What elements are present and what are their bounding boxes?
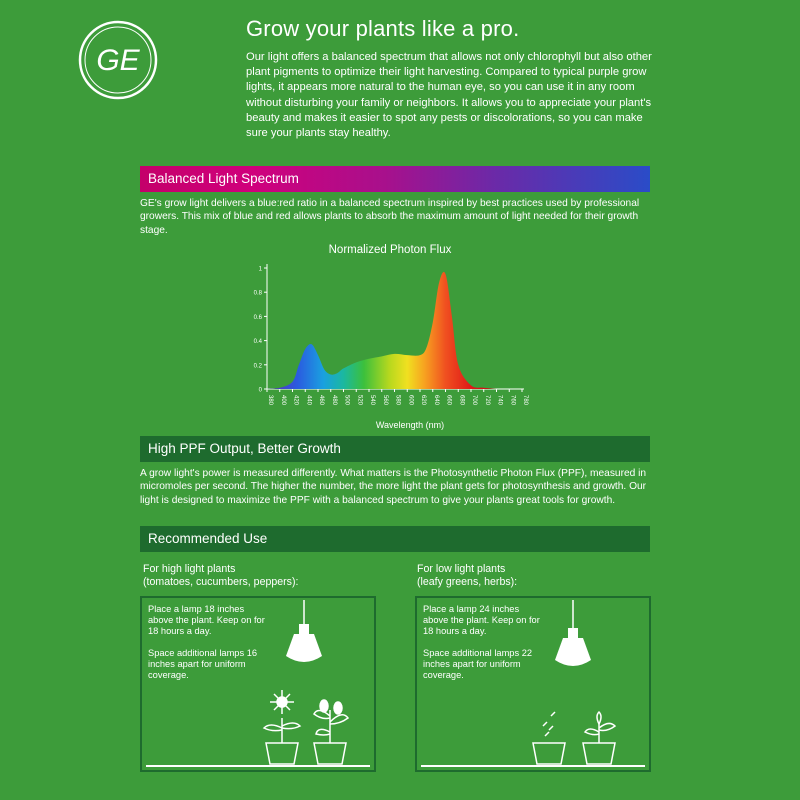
- x-tick-label: 440: [305, 395, 312, 406]
- low-light-title: [417, 563, 517, 588]
- x-tick-label: 620: [420, 395, 426, 406]
- x-tick-label: 720: [483, 395, 490, 406]
- spectrum-area: [267, 272, 522, 389]
- low-light-title-text: For low light plants: [417, 563, 506, 575]
- low-light-subtitle: (leafy greens, herbs):: [417, 575, 518, 588]
- x-tick-label: 460: [318, 395, 324, 406]
- pepper-plant-icon: [314, 700, 348, 764]
- spectrum-heading: Balanced Light Spectrum: [140, 166, 650, 192]
- logo-text: GE: [96, 44, 140, 77]
- seedling-icon: [533, 712, 565, 764]
- spectrum-paragraph: GE's grow light delivers a blue:red ratio in a balanced spectrum inspired by best practices used by professional growers. This mix of blue and red allows plants to absorb the maximum amount of light needed for their growth stage.: [140, 198, 640, 236]
- chart-title: Normalized Photon Flux: [328, 244, 452, 256]
- x-axis-label: Wavelength (nm): [375, 420, 445, 430]
- x-tick-label: 560: [381, 395, 388, 406]
- x-tick-label: 480: [330, 395, 337, 406]
- high-light-subtitle: (tomatoes, cucumbers, peppers):: [143, 575, 299, 588]
- lamp-icon: [555, 600, 591, 666]
- y-tick-label: 0.2: [253, 363, 262, 370]
- high-light-illustration: [142, 598, 374, 770]
- y-tick-label: 0.8: [253, 290, 262, 297]
- ppf-heading: High PPF Output, Better Growth: [140, 436, 650, 462]
- low-light-instruction: Place a lamp 24 inches above the plant. Keep on for 18 hours a day.: [423, 604, 540, 637]
- high-light-panel: [140, 596, 376, 772]
- x-tick-label: 600: [407, 395, 414, 406]
- x-tick-label: 540: [369, 395, 375, 406]
- high-light-title: [143, 563, 298, 588]
- page-title: Grow your plants like a pro.: [246, 16, 520, 41]
- x-tick-label: 760: [509, 395, 516, 406]
- photon-flux-chart: [240, 258, 540, 423]
- x-tick-label: 420: [292, 395, 299, 406]
- x-tick-label: 700: [471, 395, 477, 406]
- x-tick-label: 680: [458, 395, 465, 406]
- x-tick-label: 660: [445, 395, 452, 406]
- low-light-panel: [415, 596, 651, 772]
- x-tick-label: 740: [496, 395, 503, 406]
- x-tick-label: 580: [394, 395, 401, 406]
- y-tick-label: 1: [258, 266, 262, 273]
- ppf-paragraph: A grow light's power is measured differently. What matters is the Photosynthetic Photon Flux (PPF), measured in micromoles per second. The higher the number, the more light the plant gets for photosynthesis and growth. Our light is designed to maximize the PPF with a balanced spectrum to give your plants great tools for growth.: [140, 468, 647, 506]
- herb-plant-icon: [583, 712, 615, 764]
- high-light-spacing: Space additional lamps 16 inches apart for uniform coverage.: [148, 647, 258, 681]
- ge-logo: [78, 20, 158, 100]
- flower-plant-icon: [264, 690, 300, 764]
- x-tick-label: 500: [343, 395, 350, 406]
- recommended-heading: Recommended Use: [140, 526, 650, 552]
- x-tick-label: 520: [356, 395, 363, 406]
- x-tick-label: 780: [522, 395, 528, 406]
- intro-paragraph: Our light offers a balanced spectrum that allows not only chlorophyll but also other plant pigments to optimize their light harvesting. Compared to typical purple grow lights, it appears more natural to the human eye, so you can use it in any room without disturbing your family or neighbors. It allows you to appreciate your plant's beauty and makes it easier to spot any pests or discolorations, so you can make sure your plants stay healthy.: [246, 51, 652, 140]
- x-tick-label: 380: [267, 395, 273, 406]
- low-light-illustration: [417, 598, 649, 770]
- y-tick-label: 0: [258, 387, 262, 394]
- x-tick-label: 400: [279, 395, 286, 406]
- low-light-spacing: Space additional lamps 22 inches apart for uniform coverage.: [423, 647, 533, 681]
- y-tick-label: 0.6: [253, 314, 262, 321]
- y-tick-label: 0.4: [253, 339, 262, 346]
- lamp-icon: [286, 600, 322, 662]
- high-light-instruction: Place a lamp 18 inches above the plant. Keep on for 18 hours a day.: [148, 604, 265, 637]
- high-light-title-text: For high light plants: [143, 563, 236, 575]
- x-tick-label: 640: [432, 395, 439, 406]
